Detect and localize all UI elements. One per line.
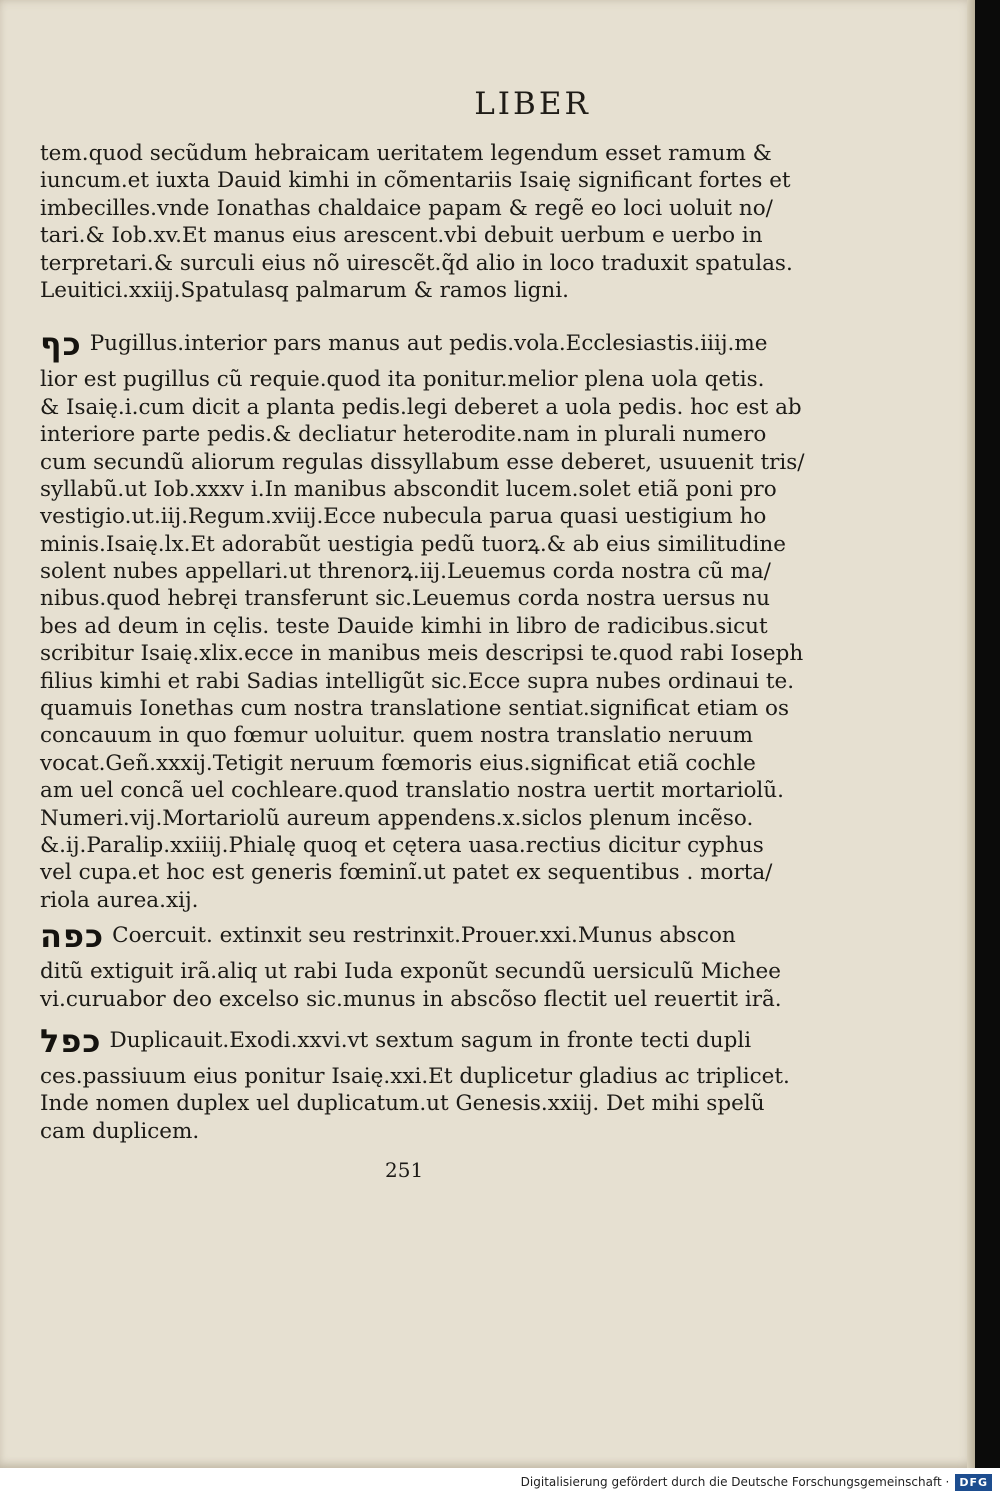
text-line: Inde nomen duplex uel duplicatum.ut Genesis.xxiij. Det mihi spelũ (40, 1091, 765, 1117)
text-line: terpretari.& surculi eius nõ uirescẽt.q̃d alio in loco traduxit spatulas. (40, 250, 793, 276)
text-line: Leuitici.xxiij.Spatulasq palmarum & ramos ligni. (40, 277, 569, 303)
text-line: riola aurea.xij. (40, 887, 199, 913)
page-edge (967, 0, 975, 1468)
text-line: filius kimhi et rabi Sadias intelligũt sic.Ecce supra nubes ordinaui te. (40, 668, 795, 694)
text-line: concauum in quo fœmur uoluitur. quem nostra translatio neruum (40, 723, 754, 749)
text-line: vestigio.ut.iij.Regum.xviij.Ecce nubecula parua quasi uestigium ho (40, 504, 767, 530)
entry-first-line: Pugillus.interior pars manus aut pedis.vola.Ecclesiastis.iiij.me (89, 331, 768, 357)
text-block (40, 140, 805, 1145)
entry-first-line: Duplicauit.Exodi.xxvi.vt sextum sagum in fronte tecti dupli (109, 1027, 752, 1053)
hebrew-lemma: כפה (40, 917, 105, 956)
text-line: quamuis Ionethas cum nostra translatione sentiat.significat etiam os (40, 696, 790, 722)
text-line: & Isaię.i.cum dicit a planta pedis.legi deberet a uola pedis. hoc est ab (40, 394, 802, 420)
text-line: cum secundũ aliorum regulas dissyllabum esse deberet, usuuenit tris/ (40, 449, 805, 475)
entry-heading (40, 914, 736, 958)
text-line: vocat.Geñ.xxxij.Tetigit neruum fœmoris eius.significat etiã cochle (40, 750, 756, 776)
text-line: solent nubes appellari.ut threnorꝝ.iij.Leuemus corda nostra cũ ma/ (40, 559, 771, 585)
text-line: interiore parte pedis.& decliatur heterodite.nam in plurali numero (40, 422, 767, 448)
text-line: ditũ extiguit irã.aliq ut rabi Iuda exponũt secundũ uersiculũ Michee (40, 959, 781, 985)
text-line: &.ij.Paralip.xxiiij.Phialę quoq et cętera uasa.rectius dicitur cyphus (40, 832, 764, 858)
text-line: tem.quod secũdum hebraicam ueritatem legendum esset ramum & (40, 141, 772, 166)
text-line: bes ad deum in cęlis. teste Dauide kimhi in libro de radicibus.sicut (40, 613, 768, 639)
spacer (40, 304, 710, 322)
footer-credit: Digitalisierung gefördert durch die Deutsche Forschungsgemeinschaft · (520, 1475, 950, 1489)
hebrew-lemma: כפל (40, 1021, 102, 1060)
text-line: minis.Isaię.lx.Et adorabũt uestigia pedũ tuorꝝ.& ab eius similitudine (40, 531, 786, 557)
footer-bar (0, 1468, 1000, 1496)
text-line: syllabũ.ut Iob.xxxv i.In manibus abscondit lucem.solet etiã poni pro (40, 476, 777, 502)
text-line: Numeri.vij.Mortariolũ aureum appendens.x.siclos plenum incẽso. (40, 805, 754, 831)
folio-number: 251 (385, 1158, 424, 1182)
text-line: iuncum.et iuxta Dauid kimhi in cõmentariis Isaię significant fortes et (40, 168, 791, 194)
text-line: tari.& Iob.xv.Et manus eius arescent.vbi debuit uerbum e uerbo in (40, 223, 763, 249)
text-line: lior est pugillus cũ requie.quod ita ponitur.melior plena uola qetis. (40, 367, 765, 393)
text-line: imbecilles.vnde Ionathas chaldaice papam & regẽ eo loci uoluit no/ (40, 195, 773, 221)
running-head: LIBER (474, 86, 591, 122)
text-line: scribitur Isaię.xlix.ecce in manibus meis descripsi te.quod rabi Ioseph (40, 641, 804, 667)
text-line: nibus.quod hebręi transferunt sic.Leuemus corda nostra uersus nu (40, 586, 770, 612)
entry-heading (40, 322, 768, 366)
hebrew-lemma: כף (40, 325, 82, 364)
text-line: ces.passiuum eius ponitur Isaię.xxi.Et duplicetur gladius ac triplicet. (40, 1063, 790, 1089)
dfg-logo[interactable]: DFG (955, 1474, 992, 1491)
entry-heading (40, 1019, 752, 1063)
entry-first-line: Coercuit. extinxit seu restrinxit.Prouer.xxi.Munus abscon (112, 923, 736, 949)
text-line: am uel concã uel cochleare.quod translatio nostra uertit mortariolũ. (40, 778, 784, 804)
text-line: cam duplicem. (40, 1118, 200, 1144)
text-line: vel cupa.et hoc est generis fœminĩ.ut patet ex sequentibus . morta/ (40, 860, 773, 886)
text-line: vi.curuabor deo excelso sic.munus in abscõso flectit uel reuertit irã. (40, 986, 782, 1012)
